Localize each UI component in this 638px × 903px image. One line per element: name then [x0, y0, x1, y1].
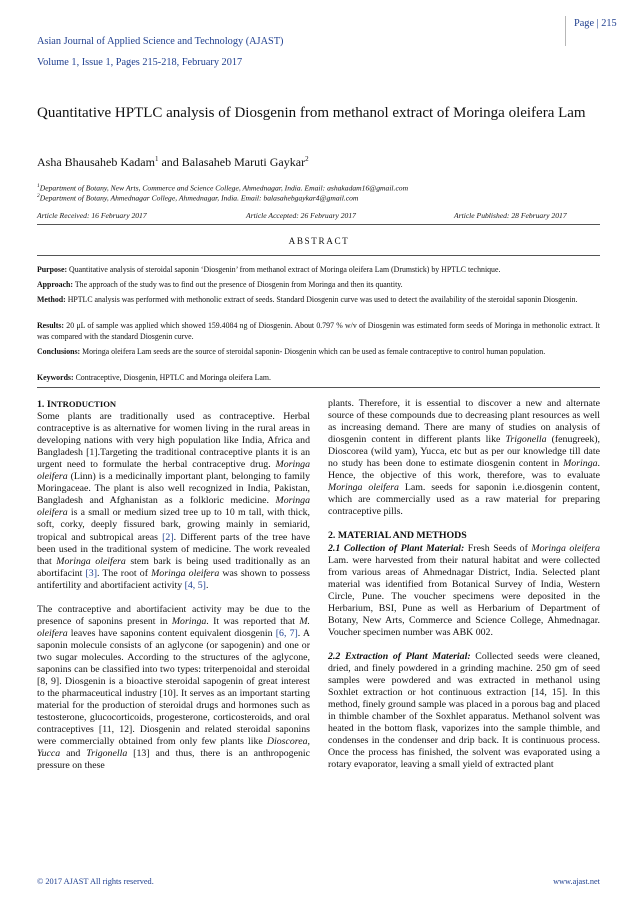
date-accepted: Article Accepted: 26 February 2017 — [246, 211, 356, 220]
date-published: Article Published: 28 February 2017 — [454, 211, 567, 220]
page-number: Page | 215 — [565, 16, 631, 46]
divider-bottom — [37, 387, 600, 388]
section-2-2: 2.2 Extraction of Plant Material: Collected seeds were cleaned, dried, and finely powdered in a grinding machine. 250 gm of seed samples were powdered and was extracted in methanol using Soxhlet extraction or hot continuous extraction [14, 15]. In this method, finely ground sample was placed in a porous bag and placed in thimble chamber of the Soxhlet apparatus. Methanol solvent was heated in the bottom flask, vaporizes into the sample thimble, and condenses in the condenser and drip back. It is continuous process. Once the process has finished, the solvent was evaporated using a rotary evaporator, leaving a small yield of extracted plant — [328, 650, 600, 771]
abstract-purpose: Purpose: Quantitative analysis of steroidal saponin ‘Diosgenin’ from methanol extract of Moringa oleifera Lam (Drumstick) by HPTLC technique. — [37, 265, 501, 274]
abstract-approach: Approach: The approach of the study was to find out the presence of Diosgenin from Moringa and then its quantity. — [37, 280, 403, 289]
divider-abstract — [37, 255, 600, 256]
intro-paragraph-1: Some plants are traditionally used as contraceptive. Herbal contraceptive is as alternative for women living in the rural areas in developing nations with very high population like India, Africa and Bangladesh [1].Targeting the traditional contraceptive plants it is an urgent need to formulate the herbal contraceptive drug. Moringa oleifera (Linn) is a medicinally important plant, belonging to family Moringaceae. The plant is also well recognized in India, Pakistan, Bangladesh and Afghanistan as a folkloric medicine. Moringa oleifera is a small or medium sized tree up to 10 m tall, with thick, soft, corky, deeply fissured bark, growing mainly in semiarid, tropical and subtropical areas [2]. Different parts of the tree have been used in the traditional system of medicine. The work revealed that Moringa oleifera stem bark is being used traditionally as an abortifacint [3]. The root of Moringa oleifera was shown to possess antifertility and abortifacient activity [4, 5]. — [37, 411, 310, 591]
authors: Asha Bhausaheb Kadam$^1$ and Balasaheb Maruti Gaykar$^2$ — [37, 155, 309, 169]
author-2: Balasaheb Maruti Gaykar — [181, 155, 306, 169]
abstract-heading: ABSTRACT — [288, 236, 350, 246]
copyright: © 2017 AJAST All rights reserved. — [37, 877, 154, 886]
abstract-results: Results: 20 μL of sample was applied which showed 159.4084 ng of Diosgenin. About 0.797 % w/v of Diosgenin was estimated form seeds of Moringa in methonolic extract. It was compared with the standard Diosgenin curve. — [37, 321, 600, 341]
journal-name: Asian Journal of Applied Science and Technology (AJAST) — [37, 36, 284, 47]
affiliation-1: $^1$Department of Botany, New Arts, Commerce and Science College, Ahmednagar, India. Email: ashakadam16@gmail.com — [37, 183, 409, 193]
divider-top — [37, 224, 600, 225]
volume-info: Volume 1, Issue 1, Pages 215-218, February 2017 — [37, 57, 243, 68]
date-received: Article Received: 16 February 2017 — [37, 211, 147, 220]
intro-continuation: plants. Therefore, it is essential to discover a new and alternate source of these compounds due to decreasing plant resources as well as increasing demand. There are many of studies on analysis of diosgenin content in different plants like Trigonella (fenugreek), Dioscorea (wild yam), Yucca, etc but as per our knowledge till date no study has been done to estimate diosgenin content in Moringa. Hence, the objective of this work, therefore, was to evaluate Moringa oleifera Lam. seeds for saponin i.e.diosgenin content, which are commercially used as a raw material for preparing contraceptive pills. — [328, 398, 600, 518]
affiliation-2: $^2$Department of Botany, Ahmednagar College, Ahmednagar, India. Email: balasahebgaykar4@gmail.com — [37, 193, 359, 203]
right-column — [328, 398, 600, 771]
methods-heading: 2. MATERIAL AND METHODS — [328, 530, 467, 542]
website-link[interactable]: www.ajast.net — [553, 877, 600, 886]
intro-heading: 1. INTRODUCTION — [37, 399, 117, 410]
intro-paragraph-2: The contraceptive and abortifacient activity may be due to the presence of saponins present in Moringa. It was reported that M. oleifera leaves have saponins content equivalent diosgenin [6, 7]. A saponin molecule consists of an aglycone (or sapogenin) and one or two sugar molecules. According to the structures of the aglycone, saponins can be classified into two types: triterpenoidal and steroidal [8, 9]. Diosgenin is a bioactive steroidal sapogenin of great interest to the pharmaceutical industry [10]. It serves as an important starting material for the production of steroidal drugs and hormones such as testosterone, glucocorticoids, progesterone, corticosteroids, and oral contraceptives [11, 12]. Diosgenin and related steroidal saponins were commercially obtained from only few plants like Dioscorea, Yucca and Trigonella [13] and thus, there is an anthropogenic pressure on these — [37, 603, 310, 772]
section-2-1: 2.1 Collection of Plant Material: Fresh Seeds of Moringa oleifera Lam. were harvested from their natural habitat and were collected from various areas of Ahmednagar District, India. Selected plant material was identified from Botanical Survey of India, Western Circle, Pune. The voucher specimens were deposited in the Herbarium, BSI, Pune as well as Herbarium of Department of Botany, New Arts, Commerce and Science College, Ahmednagar. Voucher specimen number was ABK 002. — [328, 542, 600, 638]
abstract-keywords: Keywords: Contraceptive, Diosgenin, HPTLC and Moringa oleifera Lam. — [37, 373, 271, 382]
abstract-conclusions: Conclusions: Moringa oleifera Lam seeds are the source of steroidal saponin- Diosgenin which can be used as female contraceptive to control human population. — [37, 347, 546, 356]
left-column — [37, 398, 310, 772]
abstract-method: Method: HPTLC analysis was performed with methonolic extract of seeds. Standard Diosgenin curve was used to detect the availability of the steroidal saponin Diosgenin. — [37, 295, 578, 304]
article-title: Quantitative HPTLC analysis of Diosgenin from methanol extract of Moringa oleifera Lam — [37, 105, 586, 121]
author-1: Asha Bhausaheb Kadam — [37, 155, 155, 169]
